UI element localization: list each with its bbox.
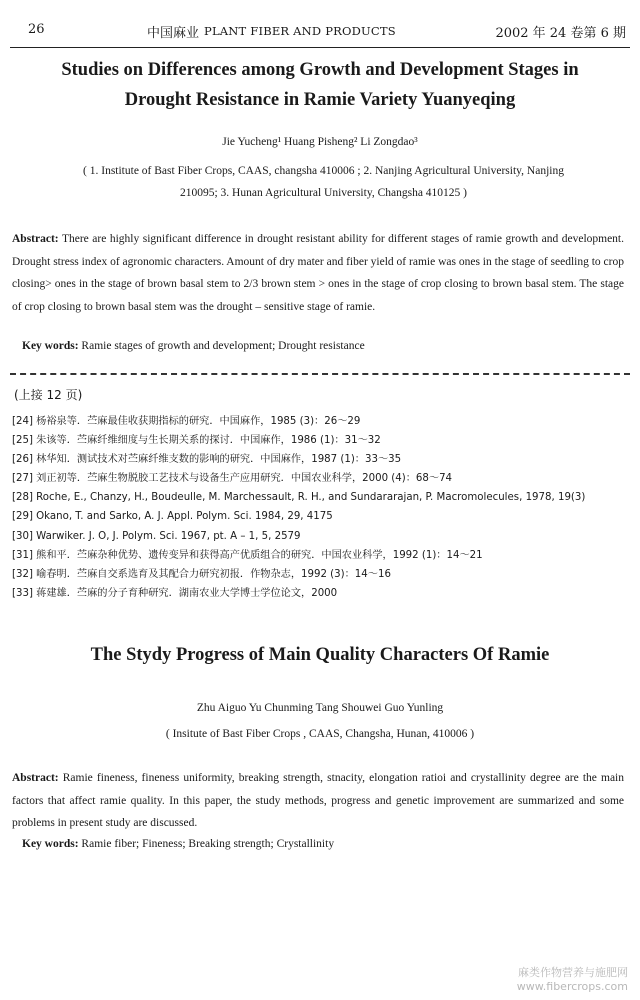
reference-item: [24] 杨裕泉等．苎麻最佳收获期指标的研究．中国麻作，1985 (3)：26～29	[12, 416, 361, 427]
reference-item: [29] Okano, T. and Sarko, A. J. Appl. Polym. Sci. 1984, 29, 4175	[12, 511, 333, 523]
reference-item: [27] 刘正初等．苎麻生物脱胶工艺技术与设备生产应用研究．中国农业科学，2000 (4)：68～74	[12, 473, 453, 485]
article1-affiliation-line2: 210095; 3. Hunan Agricultural University, Changsha 410125 )	[179, 187, 468, 199]
abstract-text: There are highly significant difference in drought resistant ability for different stages of ramie growth and development. Drought stress index of agronomic characters. Amount of dry mater and fiber yield of ramie was ones in the stage of seedling to crop closing> ones in the stage of brown basal stem to 2/3 brown stem > ones in the stage of crop closing to brown basal stem. The stage of crop closing to brown basal stem was the drought – sensitive stage of ramie.	[12, 233, 625, 313]
reference-list	[12, 412, 622, 603]
abstract-text: Ramie fineness, fineness uniformity, breaking strength, stnacity, elongation ratioi and crystallinity degree are the main factors that affect ramie quality. In this paper, the study methods, progress and genetic improvement are summarized and some problems in present study are discussed.	[12, 772, 625, 829]
page-number: 26	[28, 22, 45, 37]
article2-authors: Zhu Aiguo Yu Chunming Tang Shouwei Guo Yunling	[196, 702, 444, 714]
article1-abstract	[12, 228, 624, 318]
header-rule	[10, 47, 630, 48]
reference-item: [33] 蒋建雄．苎麻的分子育种研究．湖南农业大学博士学位论文，2000	[12, 587, 338, 599]
article1-title-line1: Studies on Differences among Growth and Development Stages in	[61, 60, 579, 80]
article1-title-line2: Drought Resistance in Ramie Variety Yuanyeqing	[124, 90, 516, 110]
reference-item: [31] 熊和平．苎麻杂种优势、遗传变异和获得高产优质组合的研究．中国农业科学，1992 (1)：14～21	[12, 549, 483, 561]
abstract-label: Abstract:	[12, 233, 59, 245]
issue-info: 2002 年 24 卷第 6 期	[495, 26, 626, 41]
watermark-site-name: 麻类作物营养与施肥网	[518, 966, 628, 979]
reference-item: [26] 林华知．测试技术对苎麻纤维支数的影响的研究．中国麻作，1987 (1)：33～35	[12, 454, 402, 466]
reference-item: [30] Warwiker. J. O, J. Polym. Sci. 1967, pt. A – 1, 5, 2579	[12, 530, 301, 542]
article2-affiliation: ( Insitute of Bast Fiber Crops , CAAS, Changsha, Hunan, 410006 )	[165, 728, 475, 740]
article1-keywords	[22, 340, 622, 352]
reference-item: [32] 喻春明．苎麻自交系选育及其配合力研究初报．作物杂志，1992 (3)：14～16	[12, 568, 391, 580]
journal-name-en: PLANT FIBER AND PRODUCTS	[204, 24, 396, 38]
article2-title: The Stydy Progress of Main Quality Characters Of Ramie	[90, 645, 550, 665]
continued-note: (上接 12 页)	[14, 388, 83, 402]
article2-abstract	[12, 767, 624, 835]
abstract-label: Abstract:	[12, 772, 59, 784]
keywords-label: Key words:	[22, 838, 79, 850]
running-header	[0, 14, 640, 54]
reference-item: [25] 朱该等．苎麻纤维细度与生长期关系的探讨．中国麻作，1986 (1)：31～32	[12, 435, 381, 447]
journal-name-cn: 中国麻业	[147, 26, 200, 41]
keywords-label: Key words:	[22, 340, 79, 352]
article1-affiliation-line1: ( 1. Institute of Bast Fiber Crops, CAAS, changsha 410006 ; 2. Nanjing Agricultural University, Nanjing	[83, 165, 564, 177]
article1-authors: Jie Yucheng¹ Huang Pisheng² Li Zongdao³	[222, 136, 418, 148]
article2-keywords	[22, 838, 622, 850]
keywords-text: Ramie fiber; Fineness; Breaking strength; Crystallinity	[81, 838, 335, 850]
keywords-text: Ramie stages of growth and development; Drought resistance	[81, 340, 365, 352]
reference-item: [28] Roche, E., Chanzy, H., Boudeulle, M. Marchessault, R. H., and Sundararajan, P. Macromolecules, 1978, 19(3)	[12, 492, 586, 504]
watermark-site-url: www.fibercrops.com	[516, 980, 628, 993]
section-divider	[10, 373, 630, 375]
